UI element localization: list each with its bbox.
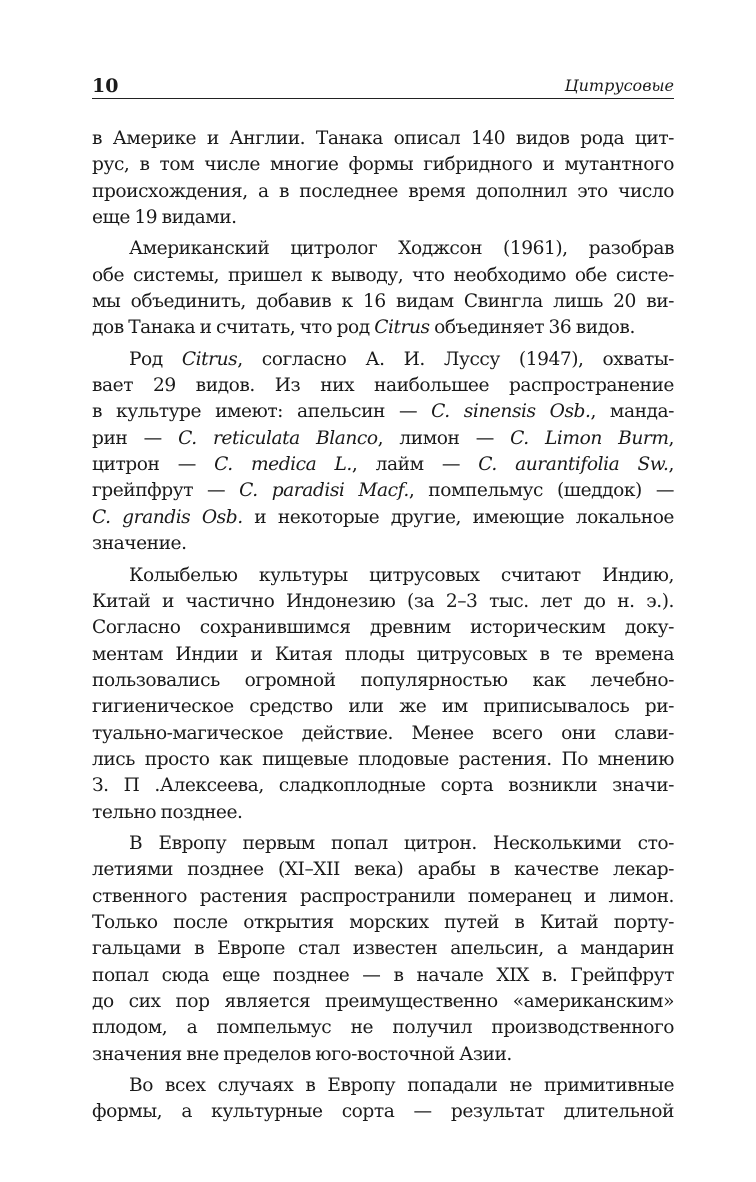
text-line xyxy=(92,668,674,694)
text-run: в Америке и Англии. Танака описал 140 видов рода цит- xyxy=(92,128,674,149)
italic-term: C. reticulata Blanco xyxy=(178,427,378,449)
text-run: в культуре имеют: апельсин — xyxy=(92,401,432,423)
text-line xyxy=(92,236,674,262)
text-run: , xyxy=(668,427,675,449)
text-run: формы, а культурные сорта — результат длительной xyxy=(92,1101,674,1123)
text-run: мы объединить, добавив к 16 видам Свингла лишь 20 ви- xyxy=(92,291,674,313)
text-run: значение. xyxy=(92,533,187,555)
text-run: , согласно А. И. Луссу (1947), охваты- xyxy=(237,348,675,370)
text-run: Колыбелью культуры цитрусовых считают Индию, xyxy=(129,564,674,586)
text-line xyxy=(92,399,674,425)
text-line xyxy=(92,694,674,720)
text-run: цитрон — xyxy=(92,454,215,476)
text-line xyxy=(92,747,674,773)
italic-term: C. medica L. xyxy=(214,454,352,476)
text-line xyxy=(92,800,674,826)
italic-term: C. sinensis Osb. xyxy=(431,401,591,423)
text-line xyxy=(92,373,674,399)
running-title: Цитрусовые xyxy=(564,76,674,95)
text-run: В Европу первым попал цитрон. Несколькими сто- xyxy=(129,832,674,854)
page-number: 10 xyxy=(92,75,119,97)
text-line xyxy=(92,347,674,373)
text-run: Только после открытия морских путей в Китай порту- xyxy=(92,911,674,933)
italic-term: C. Limon Burm xyxy=(510,427,669,449)
text-line xyxy=(92,936,674,962)
text-run: до сих пор является преимущественно «американским» xyxy=(92,991,674,1012)
text-line xyxy=(92,1073,674,1099)
text-run: , лимон — xyxy=(377,427,511,449)
text-line xyxy=(92,857,674,883)
paragraph xyxy=(92,1073,674,1126)
text-run: значения вне пределов юго-восточной Азии. xyxy=(92,1043,512,1065)
text-run: , манда- xyxy=(590,401,674,423)
text-line xyxy=(92,126,674,152)
header-rule xyxy=(92,98,674,99)
text-run: пользовались огромной популярностью как лечебно- xyxy=(92,669,674,691)
italic-term: Citrus xyxy=(181,348,238,370)
text-line xyxy=(92,152,674,178)
text-run: грейпфрут — xyxy=(92,480,240,502)
text-line xyxy=(92,773,674,799)
text-line xyxy=(92,263,674,289)
text-line xyxy=(92,478,674,504)
text-line xyxy=(92,563,674,589)
paragraph xyxy=(92,831,674,1068)
text-line xyxy=(92,963,674,989)
text-run: , помпельмус (шеддок) — xyxy=(408,480,674,502)
text-run: Китай и частично Индонезию (за 2–3 тыс. лет до н. э.). xyxy=(92,590,674,612)
text-run: рус, в том числе многие формы гибридного и мутантного xyxy=(92,154,674,176)
text-run: ментам Индии и Китая плоды цитрусовых в те времена xyxy=(92,643,674,665)
text-run: летиями позднее (XI–XII века) арабы в качестве лекар- xyxy=(92,859,674,881)
text-run: Согласно сохранившимся древним историческим доку- xyxy=(92,617,674,639)
italic-term: C. grandis Osb. xyxy=(92,506,243,528)
italic-term: Citrus xyxy=(374,317,430,339)
text-run: и некоторые другие, имеющие локальное xyxy=(242,506,674,528)
text-run: объединяет 36 видов. xyxy=(429,317,635,339)
text-run: дов Танака и считать, что род xyxy=(92,317,375,339)
text-line xyxy=(92,179,674,205)
text-run: плодом, а помпельмус не получил производственного xyxy=(92,1017,674,1039)
text-line xyxy=(92,205,674,231)
page-header xyxy=(92,70,674,98)
body-text xyxy=(92,126,674,1126)
text-line xyxy=(92,1099,674,1125)
text-run: , xyxy=(668,454,674,476)
text-run: Американский цитролог Ходжсон (1961), разобрав xyxy=(129,238,674,260)
text-line xyxy=(92,831,674,857)
text-line xyxy=(92,589,674,615)
text-line xyxy=(92,289,674,315)
text-run: попал сюда еще позднее — в начале XIX в. Грейпфрут xyxy=(92,964,674,986)
text-run: гигиеническое средство или же им приписывалось ри- xyxy=(92,696,674,718)
text-line xyxy=(92,452,674,478)
text-run: тельно позднее. xyxy=(92,801,243,823)
text-run: Во всех случаях в Европу попадали не примитивные xyxy=(129,1075,674,1097)
text-line xyxy=(92,642,674,668)
text-line xyxy=(92,884,674,910)
text-run: вает 29 видов. Из них наибольшее распространение xyxy=(92,375,674,397)
text-line xyxy=(92,1042,674,1068)
text-run: З. П .Алексеева, сладкоплодные сорта возникли значи- xyxy=(92,775,674,797)
paragraph xyxy=(92,236,674,341)
text-line xyxy=(92,426,674,452)
text-line xyxy=(92,1015,674,1041)
text-run: еще 19 видами. xyxy=(92,207,237,229)
text-line xyxy=(92,531,674,557)
text-run: лись просто как пищевые плодовые растения. По мнению xyxy=(92,748,674,770)
text-run: происхождения, а в последнее время дополнил это число xyxy=(92,180,674,202)
text-run: обе системы, пришел к выводу, что необходимо обе систе- xyxy=(92,264,674,286)
paragraph xyxy=(92,347,674,558)
italic-term: C. paradisi Macf. xyxy=(239,480,409,502)
text-line xyxy=(92,505,674,531)
text-run: туально-магическое действие. Менее всего они слави- xyxy=(92,722,674,744)
text-line xyxy=(92,315,674,341)
paragraph xyxy=(92,126,674,231)
italic-term: C. aurantifolia Sw. xyxy=(478,454,669,476)
text-line xyxy=(92,721,674,747)
text-line xyxy=(92,989,674,1015)
text-run: Род xyxy=(129,348,182,370)
text-run: рин — xyxy=(92,427,179,449)
text-run: , лайм — xyxy=(351,454,479,476)
paragraph xyxy=(92,563,674,826)
text-line xyxy=(92,615,674,641)
text-line xyxy=(92,910,674,936)
text-run: ственного растения распространили померанец и лимон. xyxy=(92,885,674,907)
text-run: гальцами в Европе стал известен апельсин, а мандарин xyxy=(92,938,674,960)
